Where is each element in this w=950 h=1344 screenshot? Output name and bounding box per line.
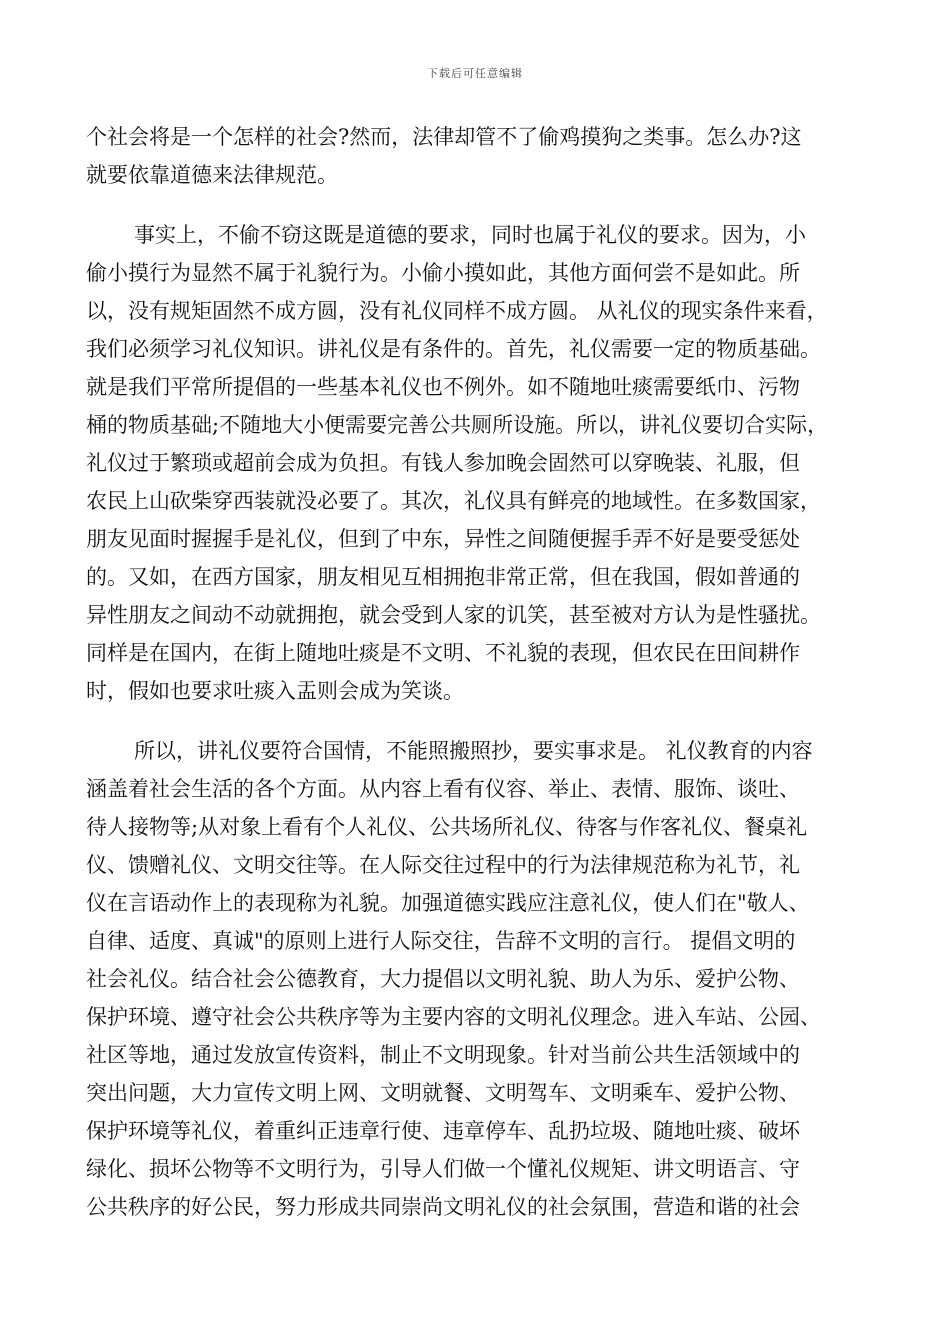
- text-line: 所以，讲礼仪要符合国情，不能照搬照抄，要实事求是。 礼仪教育的内容: [134, 739, 813, 763]
- text-line: 以，没有规矩固然不成方圆，没有礼仪同样不成方圆。 从礼仪的现实条件来看，: [86, 299, 828, 323]
- text-line: 朋友见面时握握手是礼仪，但到了中东，异性之间随便握手弄不好是要受惩处: [86, 527, 800, 551]
- text-line: 农民上山砍柴穿西装就没必要了。其次，礼仪具有鲜亮的地域性。在多数国家，: [86, 489, 821, 513]
- text-line: 事实上，不偷不窃这既是道德的要求，同时也属于礼仪的要求。因为，小: [134, 223, 806, 247]
- text-line: 社会礼仪。结合社会公德教育，大力提倡以文明礼貌、助人为乐、爱护公物、: [86, 967, 800, 991]
- text-line: 偷小摸行为显然不属于礼貌行为。小偷小摸如此，其他方面何尝不是如此。所: [86, 261, 800, 285]
- text-line: 社区等地，通过发放宣传资料，制止不文明现象。针对当前公共生活领域中的: [86, 1043, 800, 1067]
- text-line: 突出问题，大力宣传文明上网、文明就餐、文明驾车、文明乘车、爱护公物、: [86, 1081, 800, 1105]
- text-line: 个社会将是一个怎样的社会?然而，法律却管不了偷鸡摸狗之类事。怎么办?这: [86, 125, 802, 149]
- text-line: 的。又如，在西方国家，朋友相见互相拥抱非常正常，但在我国，假如普通的: [86, 565, 800, 589]
- text-line: 时，假如也要求吐痰入盂则会成为笑谈。: [86, 679, 464, 703]
- page-header: 下载后可任意编辑: [427, 67, 523, 80]
- text-line: 自律、适度、真诚"的原则上进行人际交往，告辞不文明的言行。 提倡文明的: [86, 929, 796, 953]
- text-line: 绿化、损坏公物等不文明行为，引导人们做一个懂礼仪规矩、讲文明语言、守: [86, 1157, 800, 1181]
- text-line: 就是我们平常所提倡的一些基本礼仪也不例外。如不随地吐痰需要纸巾、污物: [86, 375, 800, 399]
- text-line: 我们必须学习礼仪知识。讲礼仪是有条件的。首先，礼仪需要一定的物质基础。: [86, 337, 821, 361]
- text-line: 保护环境等礼仪，着重纠正违章行使、违章停车、乱扔垃圾、随地吐痰、破坏: [86, 1119, 800, 1143]
- text-line: 保护环境、遵守社会公共秩序等为主要内容的文明礼仪理念。进入车站、公园、: [86, 1005, 821, 1029]
- text-line: 公共秩序的好公民，努力形成共同崇尚文明礼仪的社会氛围，营造和谐的社会: [86, 1195, 800, 1219]
- text-line: 就要依靠道德来法律规范。: [86, 163, 338, 187]
- text-line: 礼仪过于繁琐或超前会成为负担。有钱人参加晚会固然可以穿晚装、礼服，但: [86, 451, 800, 475]
- text-line: 待人接物等;从对象上看有个人礼仪、公共场所礼仪、待客与作客礼仪、餐桌礼: [86, 815, 808, 839]
- text-line: 桶的物质基础;不随地大小便需要完善公共厕所设施。所以，讲礼仪要切合实际，: [86, 413, 829, 437]
- text-line: 同样是在国内，在街上随地吐痰是不文明、不礼貌的表现，但农民在田间耕作: [86, 641, 800, 665]
- text-line: 仪在言语动作上的表现称为礼貌。加强道德实践应注意礼仪，使人们在"敬人、: [86, 891, 810, 915]
- text-line: 涵盖着社会生活的各个方面。从内容上看有仪容、举止、表情、服饰、谈吐、: [86, 777, 800, 801]
- text-line: 仪、馈赠礼仪、文明交往等。在人际交往过程中的行为法律规范称为礼节，礼: [86, 853, 800, 877]
- text-line: 异性朋友之间动不动就拥抱，就会受到人家的讥笑，甚至被对方认为是性骚扰。: [86, 603, 821, 627]
